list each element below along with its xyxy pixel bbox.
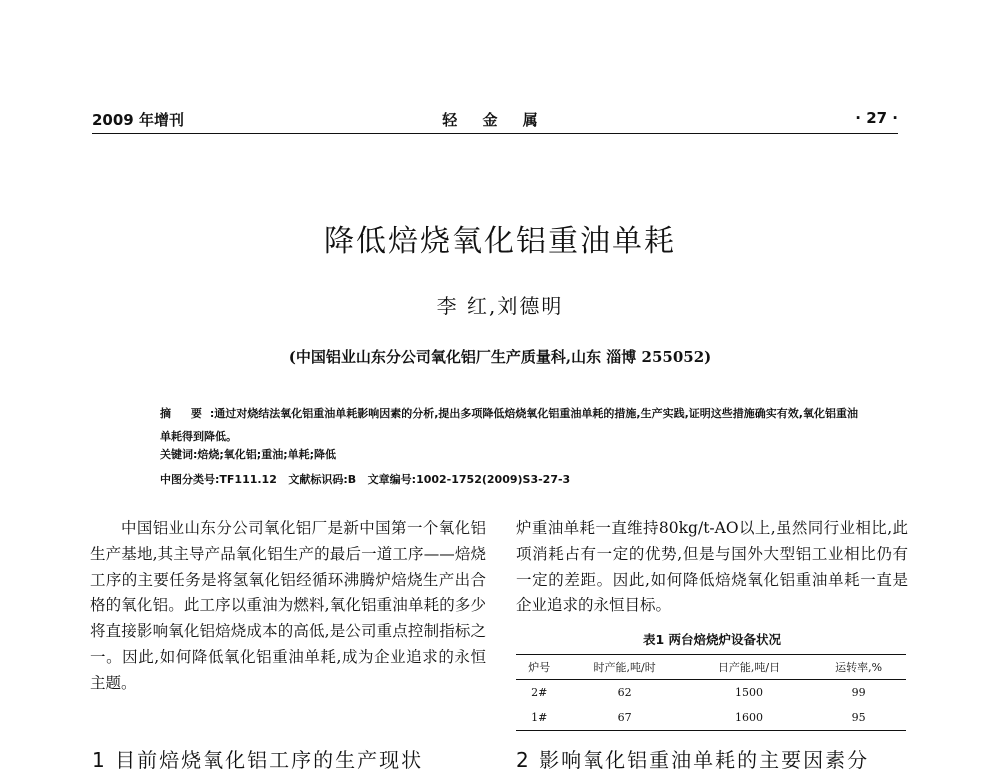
abstract-text: :通过对烧结法氧化铝重油单耗影响因素的分析,提出多项降低焙烧氧化铝重油单耗的措施,生产实践,证明这些措施确实有效,氧化铝重油单耗得到降低。	[160, 407, 858, 443]
classification-line	[160, 471, 860, 487]
affiliation: (中国铝业山东分公司氧化铝厂生产质量科,山东 淄博 255052)	[288, 348, 712, 366]
doc-code-value: :B	[343, 473, 357, 486]
table-header-cell: 运转率,%	[811, 655, 906, 680]
abstract-label: 摘 要	[160, 407, 210, 420]
header-year: 2009 年增刊	[92, 111, 184, 129]
table-header-cell: 时产能,吨/时	[562, 655, 686, 680]
keywords	[160, 446, 860, 462]
table-cell: 1600	[687, 705, 811, 731]
section-heading-2: 2 影响氧化铝重油单耗的主要因素分	[516, 748, 870, 772]
keywords-label: 关键词	[160, 448, 193, 461]
doc-code-label: 文献标识码	[288, 473, 344, 486]
keywords-text: :焙烧;氧化铝;重油;单耗;降低	[193, 448, 336, 461]
journal-name: 轻 金 属	[442, 111, 548, 129]
table-cell: 99	[851, 686, 866, 699]
table-header-cell: 日产能,吨/日	[687, 655, 811, 680]
page-number: · 27 ·	[855, 109, 898, 127]
table-row	[516, 680, 906, 706]
left-column	[90, 516, 486, 697]
authors: 李 红,刘德明	[436, 294, 564, 318]
table-title: 表1 两台焙烧炉设备状况	[642, 632, 782, 647]
section-heading-1: 1 目前焙烧氧化铝工序的生产现状	[92, 748, 424, 772]
table-cell: 62	[617, 686, 632, 699]
table-cell: 95	[811, 705, 906, 731]
continued-paragraph: 炉重油单耗一直维持80kg/t-AO以上,虽然同行业相比,此项消耗占有一定的优势,但是与国外大型铝工业相比仍有一定的差距。因此,如何降低焙烧氧化铝重油单耗一直是企业追求的永恒目标。	[516, 519, 908, 615]
table-cell: 2#	[531, 686, 548, 699]
clc-label: 中图分类号	[160, 473, 215, 486]
table-header-row	[516, 655, 906, 680]
intro-paragraph: 中国铝业山东分公司氧化铝厂是新中国第一个氧化铝生产基地,其主导产品氧化铝生产的最后一道工序——焙烧工序的主要任务是将氢氧化铝经循环沸腾炉焙烧生产出合格的氧化铝。此工序以重油为燃料,氧化铝重油单耗的多少将直接影响氧化铝焙烧成本的高低,是公司重点控制指标之一。因此,如何降低氧化铝重油单耗,成为企业追求的永恒主题。	[90, 519, 486, 692]
table-cell: 1500	[734, 686, 763, 699]
clc-value: :TF111.12	[215, 473, 277, 486]
article-number-value: :1002-1752(2009)S3-27-3	[411, 473, 571, 486]
right-column	[516, 516, 908, 619]
furnace-table	[516, 654, 906, 731]
article-number-label: 文章编号	[367, 473, 412, 486]
table-cell: 1#	[516, 705, 562, 731]
article-title: 降低焙烧氧化铝重油单耗	[324, 224, 676, 259]
table-row	[516, 705, 906, 731]
abstract	[160, 402, 860, 448]
table-cell: 67	[562, 705, 686, 731]
table-header-cell: 炉号	[516, 655, 562, 680]
running-header	[92, 109, 898, 134]
